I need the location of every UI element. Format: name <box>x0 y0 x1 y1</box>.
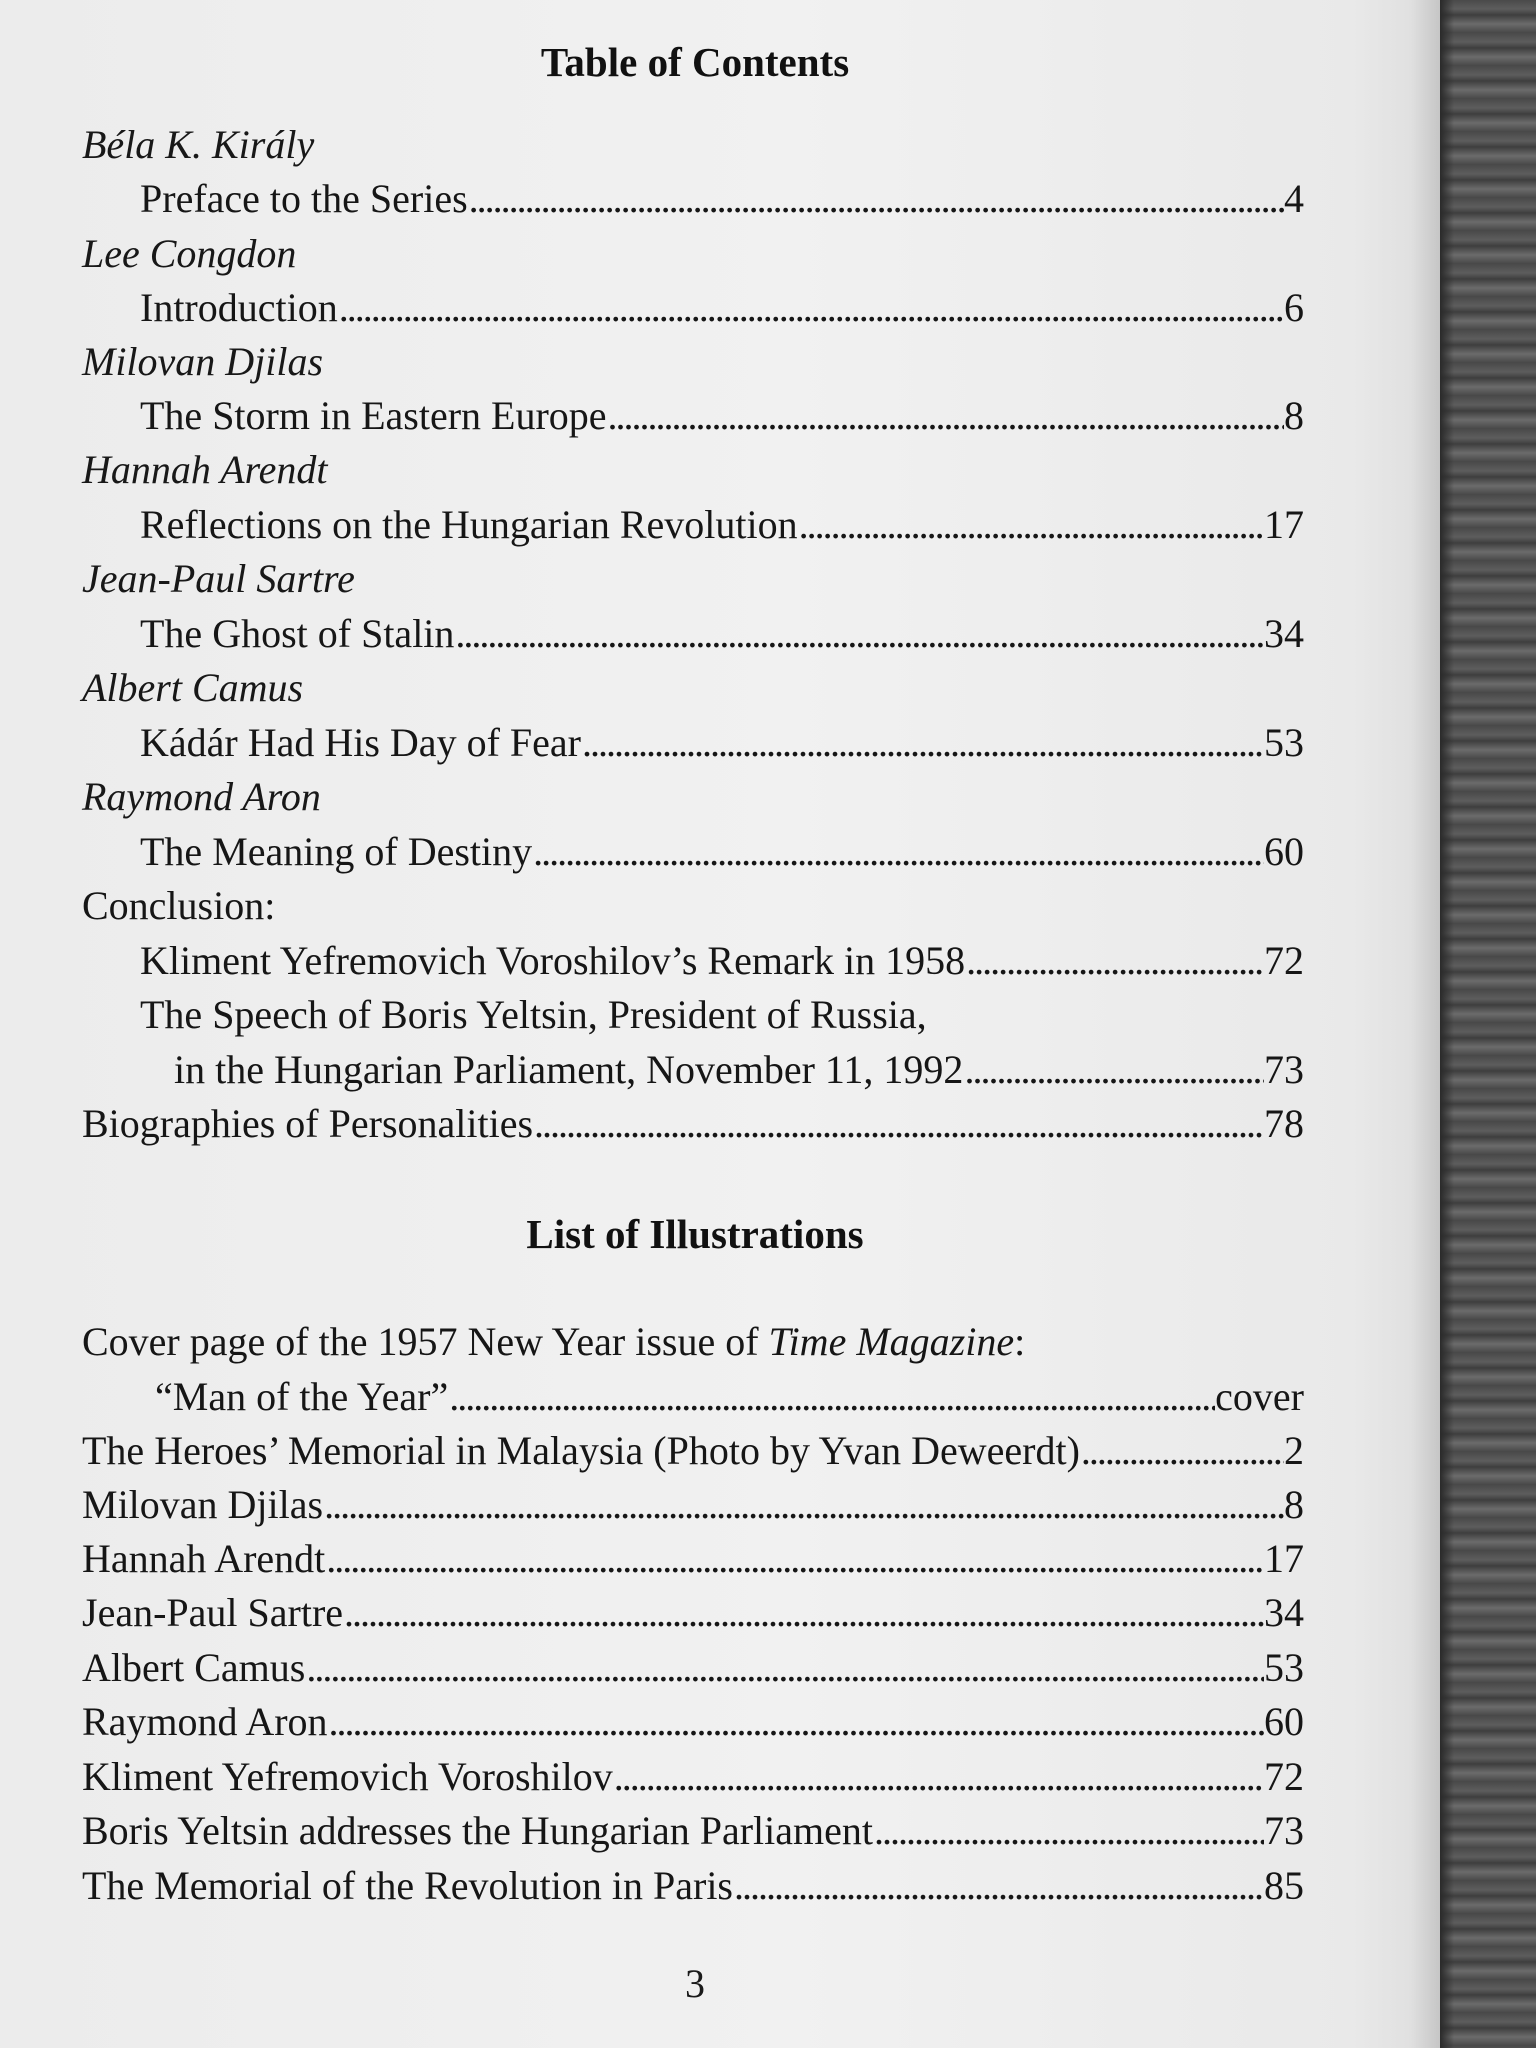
illustration-text: Cover page of the 1957 New Year issue of <box>82 1319 769 1364</box>
illustration-entry <box>82 1642 1304 1694</box>
illustration-page: 17 <box>1264 1536 1304 1581</box>
illustration-title: Boris Yeltsin addresses the Hungarian Parliament <box>82 1808 873 1853</box>
dot-leader <box>454 608 1264 660</box>
toc-entry <box>82 1098 1304 1150</box>
toc-author: Jean-Paul Sartre <box>82 556 355 601</box>
magazine-name: Time Magazine <box>768 1319 1015 1364</box>
toc-entry-title: Reflections on the Hungarian Revolution <box>140 502 798 547</box>
dot-leader <box>581 717 1264 769</box>
toc-entry-page: 6 <box>1284 285 1304 330</box>
illustration-title: Jean-Paul Sartre <box>82 1590 344 1635</box>
illustration-page: 2 <box>1284 1428 1304 1473</box>
toc-entry-page: 72 <box>1264 938 1304 983</box>
dot-leader <box>965 935 1264 987</box>
toc-entry-title: The Storm in Eastern Europe <box>140 393 607 438</box>
illustration-text: : <box>1014 1319 1026 1364</box>
illustration-title: Raymond Aron <box>82 1699 328 1744</box>
illustration-page: 8 <box>1284 1482 1304 1527</box>
toc-entry-title: Preface to the Series <box>140 176 468 221</box>
book-edge <box>1440 0 1536 2048</box>
toc-heading: Table of Contents <box>540 39 850 85</box>
illustration-page: 73 <box>1264 1808 1304 1853</box>
page-number: 3 <box>685 1961 705 2006</box>
illustration-page: 85 <box>1264 1863 1304 1908</box>
toc-entry-title: in the Hungarian Parliament, November 11, 1992 <box>174 1047 964 1092</box>
illustration-title: The Memorial of the Revolution in Paris <box>82 1863 733 1908</box>
illustration-entry <box>82 1587 1304 1639</box>
toc-entry-page: 4 <box>1284 176 1304 221</box>
toc-author: Béla K. Király <box>82 122 315 167</box>
illustration-page: 72 <box>1264 1754 1304 1799</box>
toc-entry <box>140 935 1304 987</box>
illustration-title: Albert Camus <box>82 1645 306 1690</box>
illustration-entry <box>82 1805 1304 1857</box>
illustration-entry <box>82 1860 1304 1912</box>
toc-entry-title: The Ghost of Stalin <box>140 611 455 656</box>
dot-leader <box>733 1860 1264 1912</box>
dot-leader <box>323 1479 1284 1531</box>
toc-entry-page: 53 <box>1264 720 1304 765</box>
illustration-entry <box>82 1751 1304 1803</box>
dot-leader <box>1080 1425 1284 1477</box>
dot-leader <box>798 499 1264 551</box>
toc-entry-title: Introduction <box>140 285 338 330</box>
dot-leader <box>328 1696 1264 1748</box>
illustration-title: Milovan Djilas <box>82 1482 324 1527</box>
toc-entry-page: 8 <box>1284 393 1304 438</box>
dot-leader <box>338 282 1284 334</box>
dot-leader <box>448 1371 1215 1423</box>
toc-entry-title: Kádár Had His Day of Fear <box>140 720 581 765</box>
toc-entry-page: 34 <box>1264 611 1304 656</box>
toc-entry <box>174 1044 1304 1096</box>
illustration-entry <box>82 1696 1304 1748</box>
illustration-page: 60 <box>1264 1699 1304 1744</box>
dot-leader <box>305 1642 1264 1694</box>
toc-entry <box>140 717 1304 769</box>
toc-author: Milovan Djilas <box>82 339 324 384</box>
illustration-page: cover <box>1215 1374 1304 1419</box>
toc-entry-page: 73 <box>1264 1047 1304 1092</box>
illustrations-heading: List of Illustrations <box>526 1211 864 1257</box>
illustration-title: Hannah Arendt <box>82 1536 326 1581</box>
dot-leader <box>532 826 1264 878</box>
dot-leader <box>325 1533 1264 1585</box>
illustration-title: The Heroes’ Memorial in Malaysia (Photo by Yvan Deweerdt) <box>82 1428 1080 1473</box>
dot-leader <box>963 1044 1264 1096</box>
illustration-page: 53 <box>1264 1645 1304 1690</box>
toc-entry <box>140 282 1304 334</box>
dot-leader <box>533 1098 1264 1150</box>
dot-leader <box>607 390 1284 442</box>
toc-entry <box>140 173 1304 225</box>
illustration-page: 34 <box>1264 1590 1304 1635</box>
toc-entry <box>140 826 1304 878</box>
toc-author: Raymond Aron <box>82 774 321 819</box>
toc-entry-title: Kliment Yefremovich Voroshilov’s Remark in 1958 <box>140 938 966 983</box>
toc-entry-page: 78 <box>1264 1101 1304 1146</box>
toc-author: Albert Camus <box>82 665 304 710</box>
toc-entry <box>140 390 1304 442</box>
dot-leader <box>343 1587 1264 1639</box>
toc-entry-page: 60 <box>1264 829 1304 874</box>
toc-entry <box>140 608 1304 660</box>
illustration-entry <box>82 1479 1304 1531</box>
illustration-entry <box>155 1371 1304 1423</box>
toc-author: Lee Congdon <box>82 231 297 276</box>
illustration-title-line <box>82 1316 1025 1368</box>
illustration-title: “Man of the Year” <box>155 1374 449 1419</box>
illustration-entry <box>82 1425 1304 1477</box>
toc-entry-title: The Meaning of Destiny <box>140 829 533 874</box>
illustration-entry <box>82 1533 1304 1585</box>
toc-entry <box>140 499 1304 551</box>
dot-leader <box>468 173 1284 225</box>
toc-entry-page: 17 <box>1264 502 1304 547</box>
dot-leader <box>873 1805 1264 1857</box>
toc-entry-title: Biographies of Personalities <box>82 1101 534 1146</box>
toc-author: Hannah Arendt <box>82 447 328 492</box>
dot-leader <box>613 1751 1264 1803</box>
toc-section-label: Conclusion: <box>82 883 276 928</box>
toc-entry-title-line: The Speech of Boris Yeltsin, President of Russia, <box>140 992 927 1037</box>
illustration-title: Kliment Yefremovich Voroshilov <box>82 1754 613 1799</box>
